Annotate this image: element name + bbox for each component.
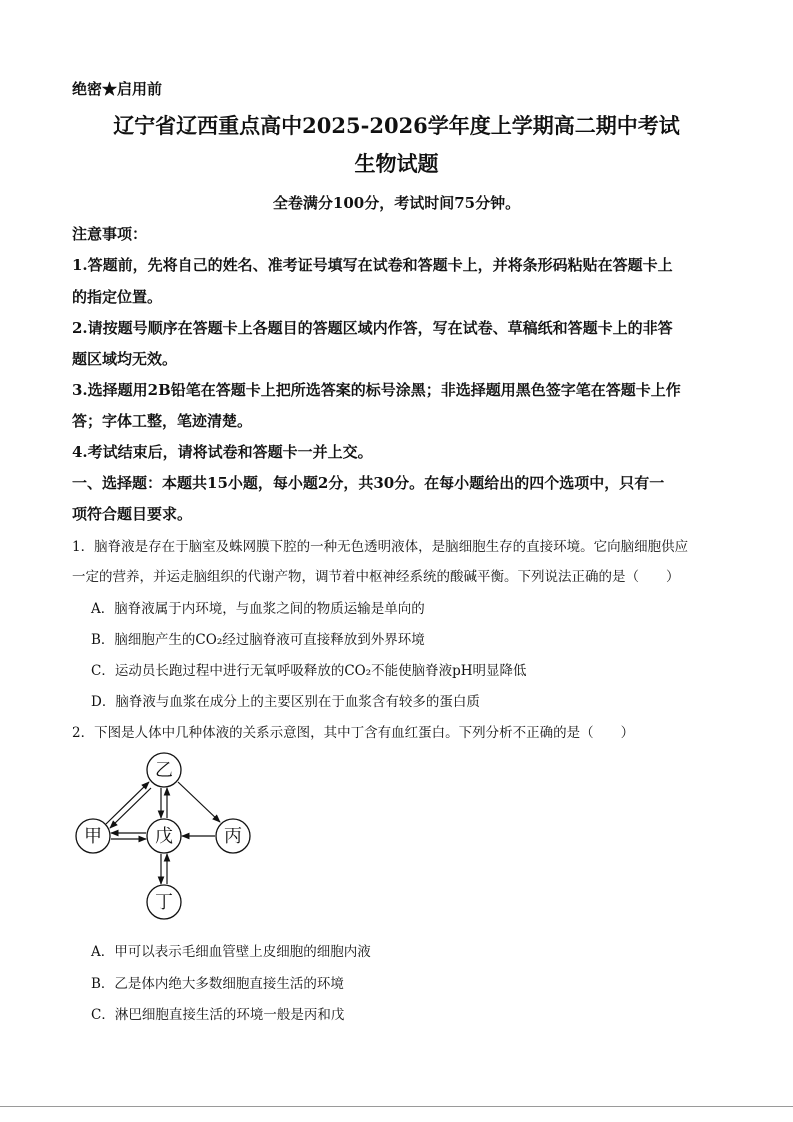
node-ding bbox=[147, 885, 181, 919]
notes-line: 的指定位置。 bbox=[72, 288, 163, 306]
notes-line: 3.选择题用2B铅笔在答题卡上把所选答案的标号涂黑；非选择题用黑色签字笔在答题卡上作 bbox=[72, 381, 681, 399]
q1-option-a: A．脑脊液属于内环境，与血浆之间的物质运输是单向的 bbox=[91, 601, 425, 617]
section-heading: 一、选择题：本题共15小题，每小题2分，共30分。在每小题给出的四个选项中，只有一 bbox=[72, 474, 665, 492]
node-bing-label: 丙 bbox=[224, 826, 242, 847]
section-heading-cont: 项符合题目要求。 bbox=[72, 505, 193, 523]
node-ding-label: 丁 bbox=[155, 892, 173, 913]
node-jia bbox=[76, 819, 110, 853]
node-wu-label: 戊 bbox=[155, 826, 173, 847]
page-subtitle: 生物试题 bbox=[354, 151, 439, 176]
arrow-yi-to-jia bbox=[110, 788, 151, 828]
q1-option-b: B．脑细胞产生的CO₂经过脑脊液可直接释放到外界环境 bbox=[91, 632, 425, 648]
notes-line: 1.答题前，先将自己的姓名、准考证号填写在试卷和答题卡上，并将条形码粘贴在答题卡上 bbox=[72, 256, 673, 274]
notes-heading: 注意事项： bbox=[72, 225, 148, 243]
q1-stem: 1．脑脊液是存在于脑室及蛛网膜下腔的一种无色透明液体，是脑细胞生存的直接环境。它向脑细胞供应 bbox=[72, 539, 689, 555]
exam-info: 全卷满分100分，考试时间75分钟。 bbox=[272, 194, 521, 212]
notes-line: 4.考试结束后，请将试卷和答题卡一并上交。 bbox=[72, 443, 373, 461]
page-bottom-divider bbox=[0, 1106, 793, 1107]
node-bing bbox=[216, 819, 250, 853]
node-wu bbox=[147, 819, 181, 853]
arrow-jia-to-yi bbox=[106, 782, 149, 824]
body-fluid-diagram bbox=[60, 750, 280, 925]
secret-label: 绝密★启用前 bbox=[72, 80, 163, 98]
node-yi bbox=[147, 753, 181, 787]
notes-line: 题区域均无效。 bbox=[72, 350, 178, 368]
notes-line: 答；字体工整，笔迹清楚。 bbox=[72, 412, 253, 430]
arrow-yi-to-bing bbox=[178, 782, 220, 822]
q1-stem-cont: 一定的营养，并运走脑组织的代谢产物，调节着中枢神经系统的酸碱平衡。下列说法正确的是（ ） bbox=[72, 569, 680, 585]
page-title: 辽宁省辽西重点高中2025-2026学年度上学期高二期中考试 bbox=[113, 113, 680, 138]
q1-option-d: D．脑脊液与血浆在成分上的主要区别在于血浆含有较多的蛋白质 bbox=[91, 694, 480, 710]
q2-option-a: A．甲可以表示毛细血管壁上皮细胞的细胞内液 bbox=[91, 944, 371, 960]
notes-line: 2.请按题号顺序在答题卡上各题目的答题区域内作答，写在试卷、草稿纸和答题卡上的非答 bbox=[72, 319, 673, 337]
node-jia-label: 甲 bbox=[84, 826, 102, 847]
q2-option-b: B．乙是体内绝大多数细胞直接生活的环境 bbox=[91, 976, 344, 992]
q2-option-c: C．淋巴细胞直接生活的环境一般是丙和戊 bbox=[91, 1007, 345, 1023]
q2-stem: 2．下图是人体中几种体液的关系示意图，其中丁含有血红蛋白。下列分析不正确的是（ ） bbox=[72, 725, 635, 741]
node-yi-label: 乙 bbox=[155, 760, 173, 781]
q1-option-c: C．运动员长跑过程中进行无氧呼吸释放的CO₂不能使脑脊液pH明显降低 bbox=[91, 663, 527, 679]
